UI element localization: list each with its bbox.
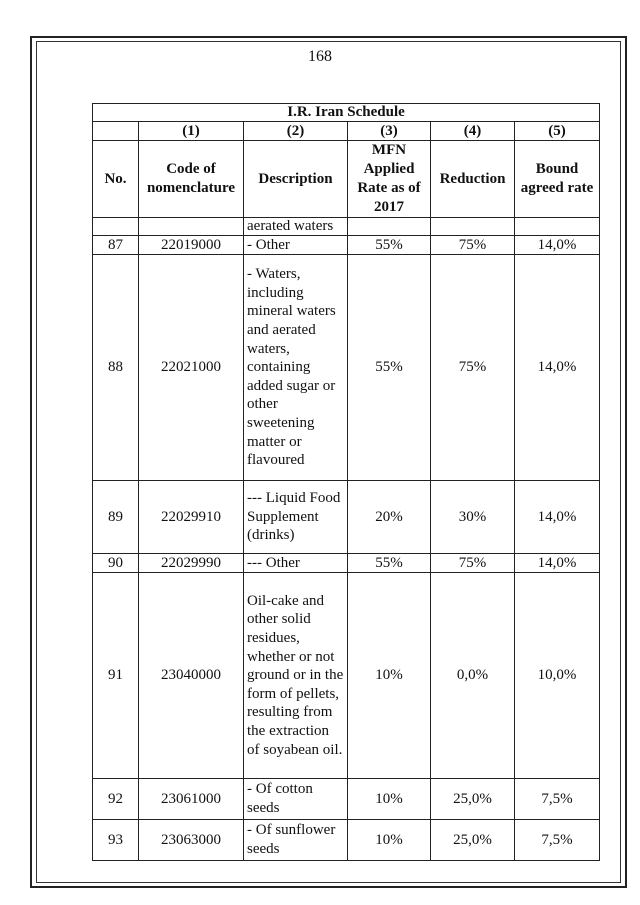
row-bound: 10,0% [515, 573, 600, 779]
table-cell [431, 218, 515, 236]
table-row [93, 481, 600, 554]
row-mfn: 55% [348, 255, 431, 481]
page-number: 168 [308, 48, 332, 65]
row-mfn: 55% [348, 554, 431, 573]
table-cell [139, 218, 244, 236]
table-cell [348, 218, 431, 236]
header-bound-rate: Bound agreed rate [515, 141, 600, 218]
table-row [93, 255, 600, 481]
column-number: (1) [139, 122, 244, 141]
row-mfn: 20% [348, 481, 431, 554]
row-bound: 7,5% [515, 820, 600, 861]
row-reduction: 25,0% [431, 779, 515, 820]
table-cell [93, 218, 139, 236]
row-no: 87 [93, 236, 139, 255]
row-description: --- Other [244, 554, 348, 573]
header-no: No. [93, 141, 139, 218]
row-reduction: 25,0% [431, 820, 515, 861]
row-reduction: 0,0% [431, 573, 515, 779]
row-reduction: 75% [431, 255, 515, 481]
row-description: - Of sunflower seeds [244, 820, 348, 861]
row-reduction: 75% [431, 554, 515, 573]
table-row [93, 779, 600, 820]
row-description: - Of cotton seeds [244, 779, 348, 820]
column-number: (4) [431, 122, 515, 141]
row-description: --- Liquid Food Supplement (drinks) [244, 481, 348, 554]
row-mfn: 55% [348, 236, 431, 255]
row-code: 22029990 [139, 554, 244, 573]
row-bound: 7,5% [515, 779, 600, 820]
header-description: Description [244, 141, 348, 218]
row-no: 90 [93, 554, 139, 573]
header-reduction: Reduction [431, 141, 515, 218]
row-no: 92 [93, 779, 139, 820]
row-code: 22021000 [139, 255, 244, 481]
row-bound: 14,0% [515, 554, 600, 573]
row-code: 23061000 [139, 779, 244, 820]
header-mfn-rate: MFN Applied Rate as of 2017 [348, 141, 431, 218]
column-number: (2) [244, 122, 348, 141]
row-bound: 14,0% [515, 255, 600, 481]
row-code: 23063000 [139, 820, 244, 861]
continuation-text: aerated waters [244, 218, 348, 236]
row-bound: 14,0% [515, 236, 600, 255]
row-no: 93 [93, 820, 139, 861]
row-no: 88 [93, 255, 139, 481]
row-no: 91 [93, 573, 139, 779]
table-row [93, 820, 600, 861]
column-number [93, 122, 139, 141]
table-title: I.R. Iran Schedule [93, 104, 600, 122]
table-cell [515, 218, 600, 236]
schedule-table [92, 103, 600, 861]
row-bound: 14,0% [515, 481, 600, 554]
table-row [93, 236, 600, 255]
column-number: (5) [515, 122, 600, 141]
row-mfn: 10% [348, 573, 431, 779]
row-description: - Waters, including mineral waters and aerated waters, containing added sugar or other sweetening matter or flavoured [244, 255, 348, 481]
row-code: 22019000 [139, 236, 244, 255]
table-row [93, 573, 600, 779]
row-mfn: 10% [348, 779, 431, 820]
row-description: - Other [244, 236, 348, 255]
row-description: Oil-cake and other solid residues, whether or not ground or in the form of pellets, resulting from the extraction of soyabean oil. [244, 573, 348, 779]
row-code: 22029910 [139, 481, 244, 554]
column-number: (3) [348, 122, 431, 141]
row-code: 23040000 [139, 573, 244, 779]
table-row [93, 554, 600, 573]
header-code: Code of nomenclature [139, 141, 244, 218]
row-no: 89 [93, 481, 139, 554]
row-reduction: 30% [431, 481, 515, 554]
row-reduction: 75% [431, 236, 515, 255]
row-mfn: 10% [348, 820, 431, 861]
